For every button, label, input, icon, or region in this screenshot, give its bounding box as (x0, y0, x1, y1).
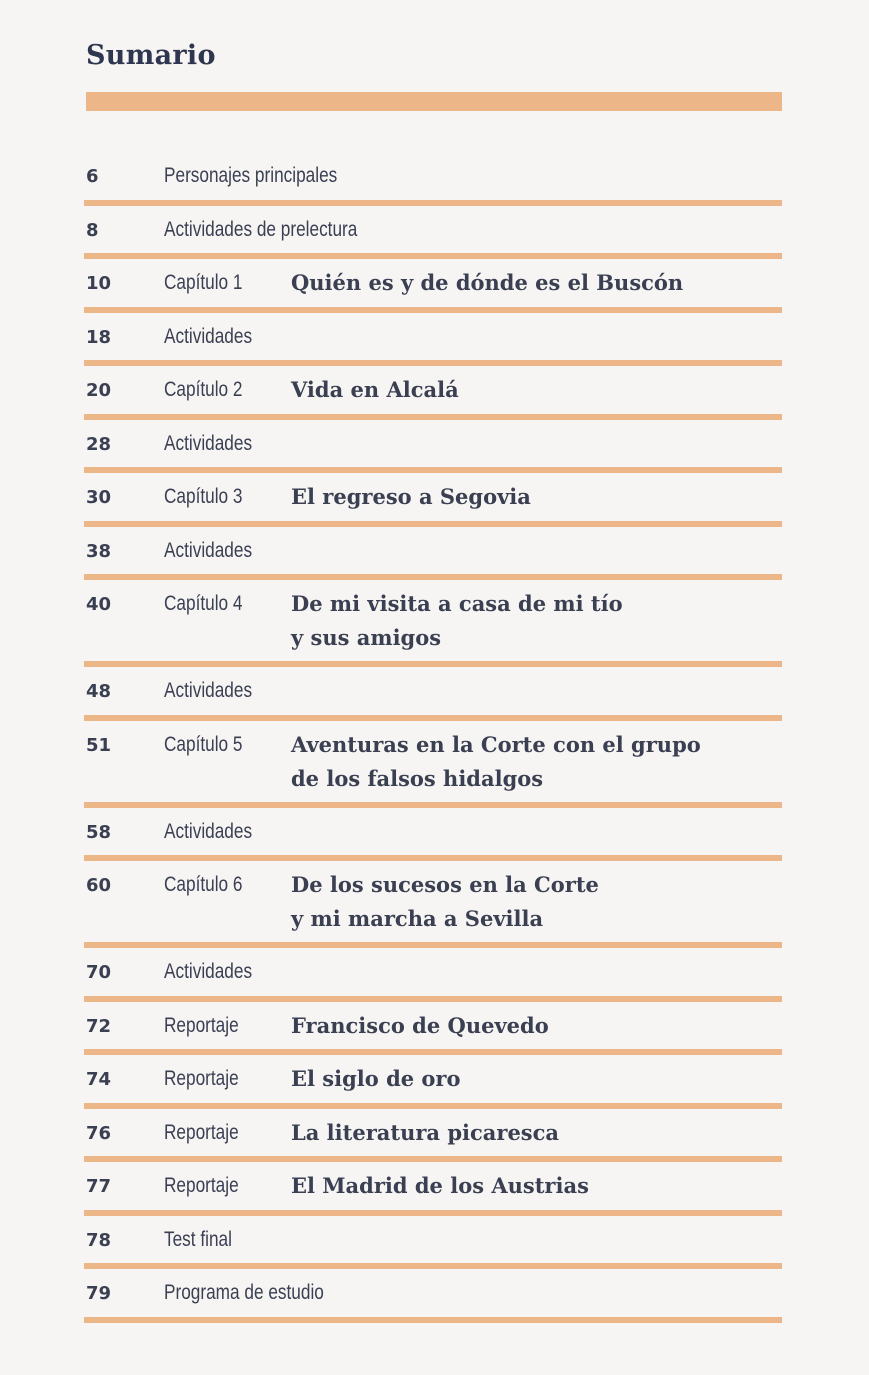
toc-entry (84, 206, 782, 260)
page-number: 60 (86, 875, 112, 896)
section-label: Actividades (164, 324, 253, 348)
toc-entry (84, 420, 782, 474)
section-label: Capítulo 2 (164, 378, 243, 401)
chapter-title-line: De mi visita a casa de mi tío (291, 591, 623, 616)
chapter-title-line-2: de los falsos hidalgos (291, 765, 544, 791)
page-number: 6 (86, 166, 99, 187)
page-title: Sumario (86, 40, 216, 71)
page-number: 74 (86, 1069, 112, 1090)
chapter-title (291, 1062, 461, 1096)
chapter-title-line: El siglo de oro (291, 1066, 461, 1091)
section-label: Capítulo 4 (164, 592, 243, 615)
page-number: 10 (86, 273, 112, 294)
section-label: Actividades (164, 431, 253, 455)
toc-entry (84, 580, 782, 667)
chapter-title-line: El Madrid de los Austrias (291, 1173, 589, 1198)
chapter-title (291, 373, 459, 407)
toc-entry (84, 1269, 782, 1323)
chapter-title-line: Francisco de Quevedo (291, 1012, 549, 1038)
toc-entry (84, 366, 782, 420)
section-label: Reportaje (164, 1013, 239, 1037)
title-underline-bar (86, 92, 782, 111)
page-number: 58 (86, 821, 112, 843)
chapter-title (291, 1169, 589, 1203)
page-number: 48 (86, 681, 112, 702)
chapter-title-line: Quién es y de dónde es el Buscón (291, 270, 684, 295)
page-number: 30 (86, 487, 112, 508)
page-number: 40 (86, 594, 112, 615)
toc-entry (84, 1055, 782, 1109)
chapter-title (291, 1009, 549, 1043)
chapter-title (291, 1116, 559, 1150)
chapter-title (291, 480, 531, 514)
section-label: Actividades de prelectura (164, 217, 358, 241)
page-number: 78 (86, 1229, 112, 1251)
table-of-contents (84, 152, 782, 1323)
toc-entry (84, 473, 782, 527)
chapter-title-line-2: y sus amigos (291, 625, 442, 650)
toc-entry (84, 948, 782, 1002)
section-label: Actividades (164, 538, 253, 562)
chapter-title-line: Vida en Alcalá (291, 377, 459, 402)
page-number: 28 (86, 433, 112, 455)
toc-entry (84, 152, 782, 206)
chapter-title (291, 587, 623, 655)
page-number: 79 (86, 1283, 112, 1304)
row-divider (84, 1317, 782, 1323)
chapter-title-line: Aventuras en la Corte con el grupo (291, 731, 701, 757)
toc-entry (84, 313, 782, 367)
section-label: Capítulo 5 (164, 732, 243, 756)
section-label: Actividades (164, 960, 253, 983)
section-label: Test final (164, 1227, 232, 1251)
toc-entry (84, 667, 782, 721)
section-label: Actividades (164, 679, 253, 702)
toc-entry (84, 527, 782, 581)
page-number: 18 (86, 326, 112, 348)
page-number: 70 (86, 962, 112, 983)
section-label: Capítulo 6 (164, 873, 243, 896)
chapter-title (291, 868, 599, 936)
toc-entry (84, 721, 782, 808)
section-label: Reportaje (164, 1174, 239, 1197)
toc-entry (84, 808, 782, 862)
chapter-title (291, 728, 701, 796)
toc-entry (84, 1162, 782, 1216)
toc-entry (84, 1002, 782, 1056)
section-label: Actividades (164, 819, 253, 843)
chapter-title-line: La literatura picaresca (291, 1119, 560, 1145)
chapter-title-line: El regreso a Segovia (291, 484, 531, 509)
section-label: Capítulo 3 (164, 485, 243, 508)
page-number: 38 (86, 540, 112, 562)
section-label: Personajes principales (164, 164, 338, 187)
page-number: 51 (86, 734, 112, 756)
page-number: 77 (86, 1176, 112, 1197)
toc-entry (84, 1109, 782, 1163)
page-number: 8 (86, 219, 99, 241)
chapter-title-line-2: y mi marcha a Sevilla (291, 906, 544, 931)
chapter-title (291, 266, 683, 300)
section-label: Capítulo 1 (164, 271, 243, 294)
page-number: 20 (86, 380, 112, 401)
section-label: Reportaje (164, 1067, 239, 1090)
chapter-title-line: De los sucesos en la Corte (291, 872, 599, 897)
section-label: Reportaje (164, 1120, 239, 1144)
page-number: 76 (86, 1122, 112, 1144)
toc-entry (84, 1216, 782, 1270)
toc-entry (84, 259, 782, 313)
page-number: 72 (86, 1015, 112, 1037)
toc-entry (84, 861, 782, 948)
section-label: Programa de estudio (164, 1281, 324, 1304)
